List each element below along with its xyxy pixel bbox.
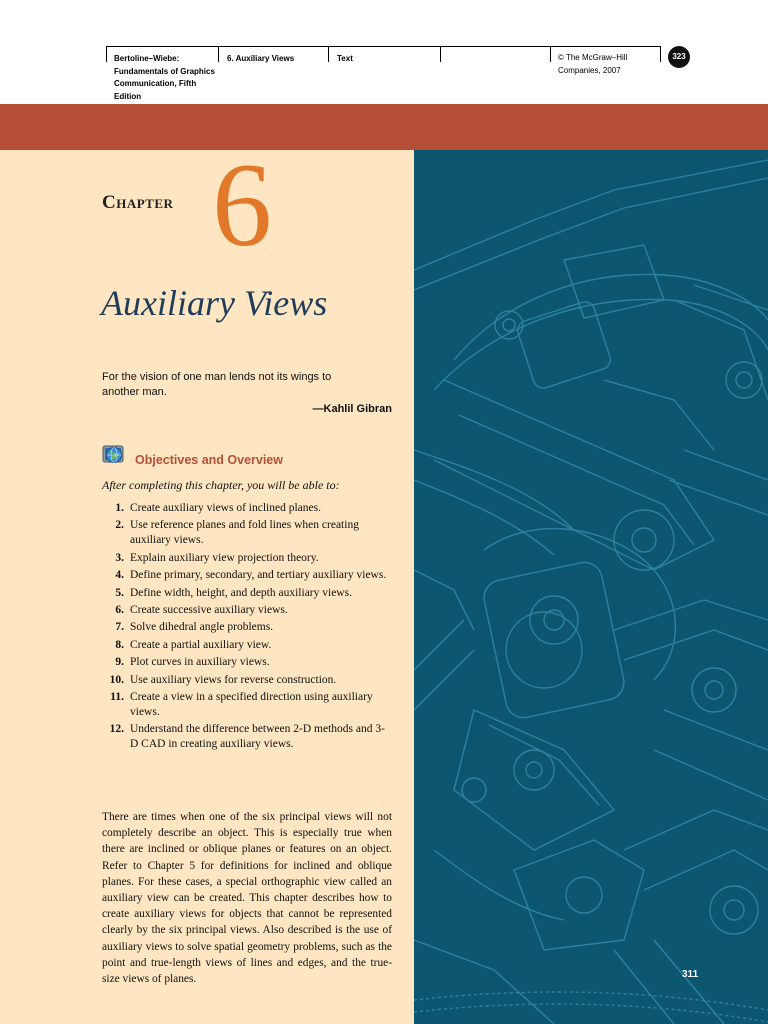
item-text: Explain auxiliary view projection theory. xyxy=(130,551,319,564)
intro-paragraph: There are times when one of the six principal views will not completely describe an object. This is especially true when there are inclined or oblique planes or features on an object. Refer to Chapter 5 for definitions for inclined and oblique planes. For these cases, a special orthographic view called an auxiliary view can be created. This chapter describes how to create auxiliary views for objects that cannot be represented clearly by the six principal views. Also described is the use of auxiliary views to solve spatial geometry problems, such as the point and true-length views of lines and edges, and the true-size views of planes. xyxy=(102,811,392,986)
item-text: Solve dihedral angle problems. xyxy=(130,621,274,634)
header-chapter-cell xyxy=(218,47,328,62)
item-text: Use reference planes and fold lines when creating auxiliary views. xyxy=(130,519,359,547)
item-number: 2. xyxy=(115,519,124,532)
globe-computer-icon xyxy=(102,444,126,468)
objectives-list xyxy=(102,501,392,755)
item-number: 4. xyxy=(115,569,124,582)
accent-band xyxy=(0,104,768,150)
list-item xyxy=(102,586,392,601)
item-number: 12. xyxy=(109,723,124,736)
list-item xyxy=(102,518,392,548)
objectives-intro: After completing this chapter, you will be able to: xyxy=(102,478,340,492)
item-text: Define width, height, and depth auxiliary views. xyxy=(130,586,352,599)
item-text: Create a view in a specified direction using auxiliary views. xyxy=(130,690,373,718)
item-number: 10. xyxy=(109,673,124,686)
epigraph-text: For the vision of one man lends not its wings to another man. xyxy=(102,371,332,398)
item-number: 11. xyxy=(110,690,124,703)
page-folio: 311 xyxy=(682,969,699,980)
list-item xyxy=(102,638,392,653)
epigraph-author: —Kahlil Gibran xyxy=(312,403,392,415)
header-section: Text xyxy=(337,54,353,63)
list-item xyxy=(102,568,392,583)
header-copyright: © The McGraw–Hill Companies, 2007 xyxy=(558,53,628,75)
item-number: 7. xyxy=(115,621,124,634)
header-book-cell xyxy=(106,47,218,101)
item-number: 1. xyxy=(115,502,124,514)
item-text: Create a partial auxiliary view. xyxy=(130,638,272,651)
mechanical-line-art xyxy=(414,150,768,1024)
list-item xyxy=(102,603,392,618)
chapter-title: Auxiliary Views xyxy=(101,283,328,323)
list-item xyxy=(102,673,392,688)
chapter-number: 6 xyxy=(212,138,272,271)
header-book: Bertoline–Wiebe: Fundamentals of Graphics Communication, Fifth Edition xyxy=(114,54,215,101)
chapter-label: Chapter xyxy=(102,192,174,213)
list-item xyxy=(102,501,392,516)
item-text: Plot curves in auxiliary views. xyxy=(130,656,270,669)
item-text: Use auxiliary views for reverse construction. xyxy=(130,673,337,686)
header-chapter: 6. Auxiliary Views xyxy=(227,54,295,63)
list-item xyxy=(102,551,392,566)
header-empty-cell xyxy=(440,47,550,62)
item-text: Create successive auxiliary views. xyxy=(130,603,288,616)
list-item xyxy=(102,655,392,670)
item-text: Understand the difference between 2-D methods and 3-D CAD in creating auxiliary views. xyxy=(130,723,385,751)
list-item xyxy=(102,620,392,635)
item-number: 6. xyxy=(115,603,124,616)
item-number: 5. xyxy=(115,586,124,599)
item-number: 3. xyxy=(115,551,124,564)
page-number-badge: 323 xyxy=(668,46,690,68)
objectives-heading: Objectives and Overview xyxy=(135,453,283,467)
item-text: Define primary, secondary, and tertiary auxiliary views. xyxy=(130,569,387,582)
decorative-line-art-panel xyxy=(414,150,768,1024)
item-number: 8. xyxy=(115,638,124,651)
list-item xyxy=(102,722,392,752)
item-text: Create auxiliary views of inclined planes. xyxy=(130,502,321,514)
item-number: 9. xyxy=(115,656,124,669)
header-section-cell xyxy=(328,47,440,62)
list-item xyxy=(102,690,392,720)
